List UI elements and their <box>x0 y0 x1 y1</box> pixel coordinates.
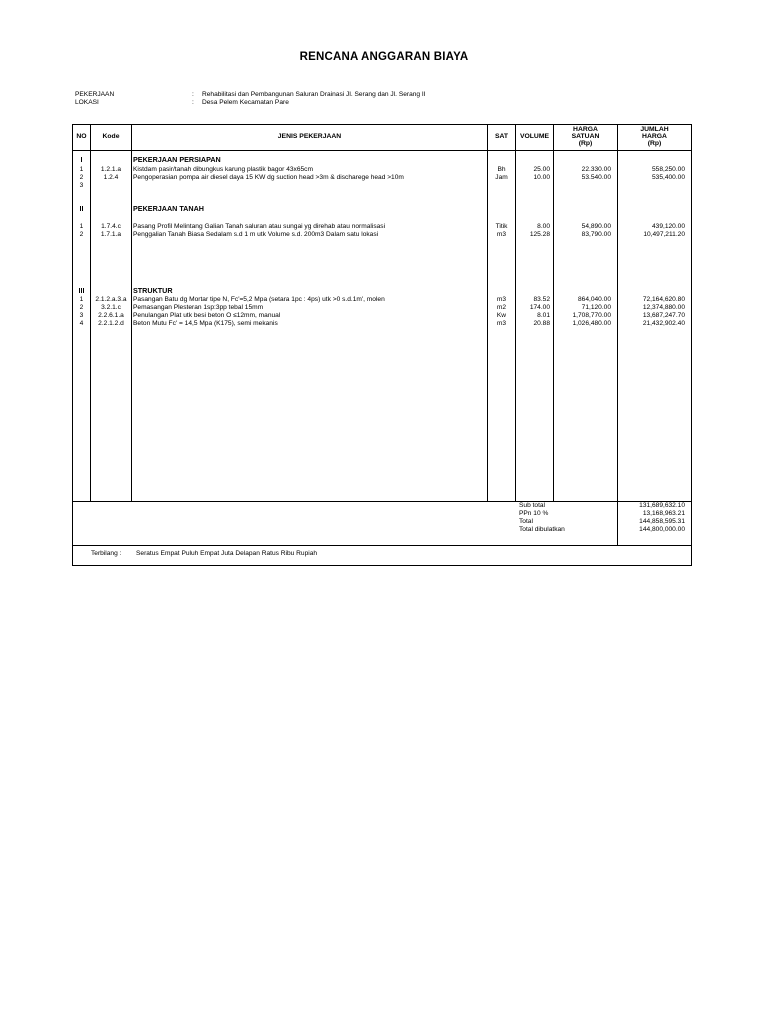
total-label: Total <box>519 518 533 525</box>
row-uraian: Kistdam pasir/tanah dibungkus karung plastik bagor 43x65cm <box>133 166 313 173</box>
ppn-value: 13,168,963.21 <box>642 510 685 517</box>
row-sat: m3 <box>496 320 507 327</box>
total-value: 144,858,595.31 <box>639 518 685 525</box>
section-number: III <box>78 286 85 295</box>
row-volume: 8.01 <box>537 312 550 319</box>
header-jumlah <box>618 126 691 148</box>
row-no: 2 <box>79 174 84 181</box>
row-uraian: Pasang Profil Melintang Galian Tanah saluran atau sungai yg direhab atau normalisasi <box>133 223 386 230</box>
row-jumlah: 10,497,211.20 <box>643 231 685 238</box>
row-jumlah: 535,400.00 <box>651 174 685 181</box>
row-harga: 83,790.00 <box>581 231 611 238</box>
row-no: 3 <box>79 182 84 189</box>
pekerjaan-label: PEKERJAAN <box>75 91 115 98</box>
row-kode: 2.2.6.1.a <box>98 312 124 319</box>
row-sat: Kw <box>496 312 507 319</box>
body-bottom-line <box>73 501 691 502</box>
row-uraian: Pemasangan Plesteran 1sp:3pp tebal 15mm <box>133 304 264 311</box>
ppn-label: PPn 10 % <box>519 510 549 517</box>
section-title: PEKERJAAN TANAH <box>133 204 204 213</box>
lokasi-colon: : <box>192 99 194 106</box>
row-harga: 53.540.00 <box>581 174 611 181</box>
row-harga: 864,040.00 <box>577 296 611 303</box>
row-uraian: Beton Mutu Fc' = 14,5 Mpa (K175), semi mekanis <box>133 320 278 327</box>
terbilang-label: Terbilang : <box>91 550 122 557</box>
subtotal-label: Sub total <box>519 502 546 509</box>
row-harga: 71,120.00 <box>581 304 611 311</box>
subtotal-value: 131,689,632.10 <box>639 502 685 509</box>
row-uraian: Penggalian Tanah Biasa Sedalam s.d 1 m utk Volume s.d. 200m3 Dalam satu lokasi <box>133 231 379 238</box>
header-harga-line3: (Rp) <box>578 140 593 148</box>
header-sat: SAT <box>494 133 509 140</box>
row-no: 1 <box>79 296 84 303</box>
document-title: RENCANA ANGGARAN BIAYA <box>299 51 469 63</box>
row-volume: 10.00 <box>533 174 550 181</box>
lokasi-label: LOKASI <box>75 99 99 106</box>
terbilang-value: Seratus Empat Puluh Empat Juta Delapan Ratus Ribu Rupiah <box>136 550 318 557</box>
row-uraian: Pasangan Batu dg Mortar tipe N, Fc'=5,2 Mpa (setara 1pc : 4ps) utk >0 s.d.1m', molen <box>133 296 385 303</box>
header-volume: VOLUME <box>519 133 550 140</box>
row-harga: 1,026,480.00 <box>572 320 611 327</box>
row-volume: 174.00 <box>529 304 550 311</box>
row-sat: m3 <box>496 231 507 238</box>
row-kode: 1.7.4.c <box>101 223 121 230</box>
section-number: II <box>79 204 84 213</box>
row-harga: 54,890.00 <box>581 223 611 230</box>
header-harga <box>554 126 617 148</box>
header-harga-line2: SATUAN <box>571 133 600 141</box>
row-volume: 83.52 <box>533 296 550 303</box>
pekerjaan-colon: : <box>192 91 194 98</box>
row-no: 4 <box>79 320 84 327</box>
row-kode: 3.2.1.c <box>101 304 121 311</box>
row-jumlah: 439,120.00 <box>651 223 685 230</box>
row-sat: Bh <box>497 166 506 173</box>
row-sat: m3 <box>496 296 507 303</box>
row-uraian: Penulangan Plat utk besi beton O ≤12mm, manual <box>133 312 281 319</box>
row-sat: Jam <box>495 174 508 181</box>
row-volume: 20.88 <box>533 320 550 327</box>
col-divider <box>131 125 132 501</box>
row-harga: 1,708,770.00 <box>572 312 611 319</box>
header-jenis: JENIS PEKERJAAN <box>277 133 342 140</box>
rab-table <box>72 124 692 566</box>
lokasi-value: Desa Pelem Kecamatan Pare <box>202 99 289 106</box>
section-number: I <box>80 155 83 164</box>
row-harga: 22.330.00 <box>581 166 611 173</box>
row-kode: 1.2.1.a <box>100 166 122 173</box>
row-no: 1 <box>79 223 84 230</box>
row-volume: 8.00 <box>537 223 550 230</box>
row-jumlah: 12,374,880.00 <box>642 304 685 311</box>
row-jumlah: 21,432,902.40 <box>642 320 685 327</box>
row-volume: 25.00 <box>533 166 550 173</box>
row-jumlah: 72,164,620.80 <box>642 296 685 303</box>
total-dibulatkan-value: 144,800,000.00 <box>639 526 685 533</box>
row-kode: 1.2.4 <box>103 174 119 181</box>
row-no: 2 <box>79 231 84 238</box>
section-title: STRUKTUR <box>133 286 173 295</box>
header-kode: Kode <box>102 133 120 140</box>
row-no: 3 <box>79 312 84 319</box>
header-jumlah-line1: JUMLAH <box>640 126 669 133</box>
row-no: 2 <box>79 304 84 311</box>
row-no: 1 <box>79 166 84 173</box>
row-kode: 1.7.1.a <box>100 231 122 238</box>
row-jumlah: 13,687,247.70 <box>642 312 685 319</box>
header-jumlah-line2: HARGA <box>642 133 667 141</box>
row-jumlah: 558,250.00 <box>651 166 685 173</box>
totals-bottom-line <box>73 545 691 546</box>
header-harga-line1: HARGA <box>573 126 598 133</box>
row-kode: 2.1.2.a.3.a <box>95 296 127 303</box>
header-jumlah-line3: (Rp) <box>647 140 662 148</box>
row-sat: Titik <box>495 223 508 230</box>
row-volume: 125.28 <box>529 231 550 238</box>
row-uraian: Pengoperasian pompa air diesel daya 15 KW dg suction head >3m & discharege head >10m <box>133 174 404 181</box>
row-kode: 2.2.1.2.d <box>98 320 124 327</box>
row-sat: m2 <box>496 304 507 311</box>
header-no: NO <box>76 133 87 140</box>
pekerjaan-value: Rehabilitasi dan Pembangunan Saluran Drainasi Jl. Serang dan Jl. Serang II <box>202 91 426 98</box>
section-title: PEKERJAAN PERSIAPAN <box>133 155 221 164</box>
total-dibulatkan-label: Total dibulatkan <box>519 526 565 533</box>
col-divider <box>617 125 618 545</box>
header-bottom-line <box>73 150 691 151</box>
